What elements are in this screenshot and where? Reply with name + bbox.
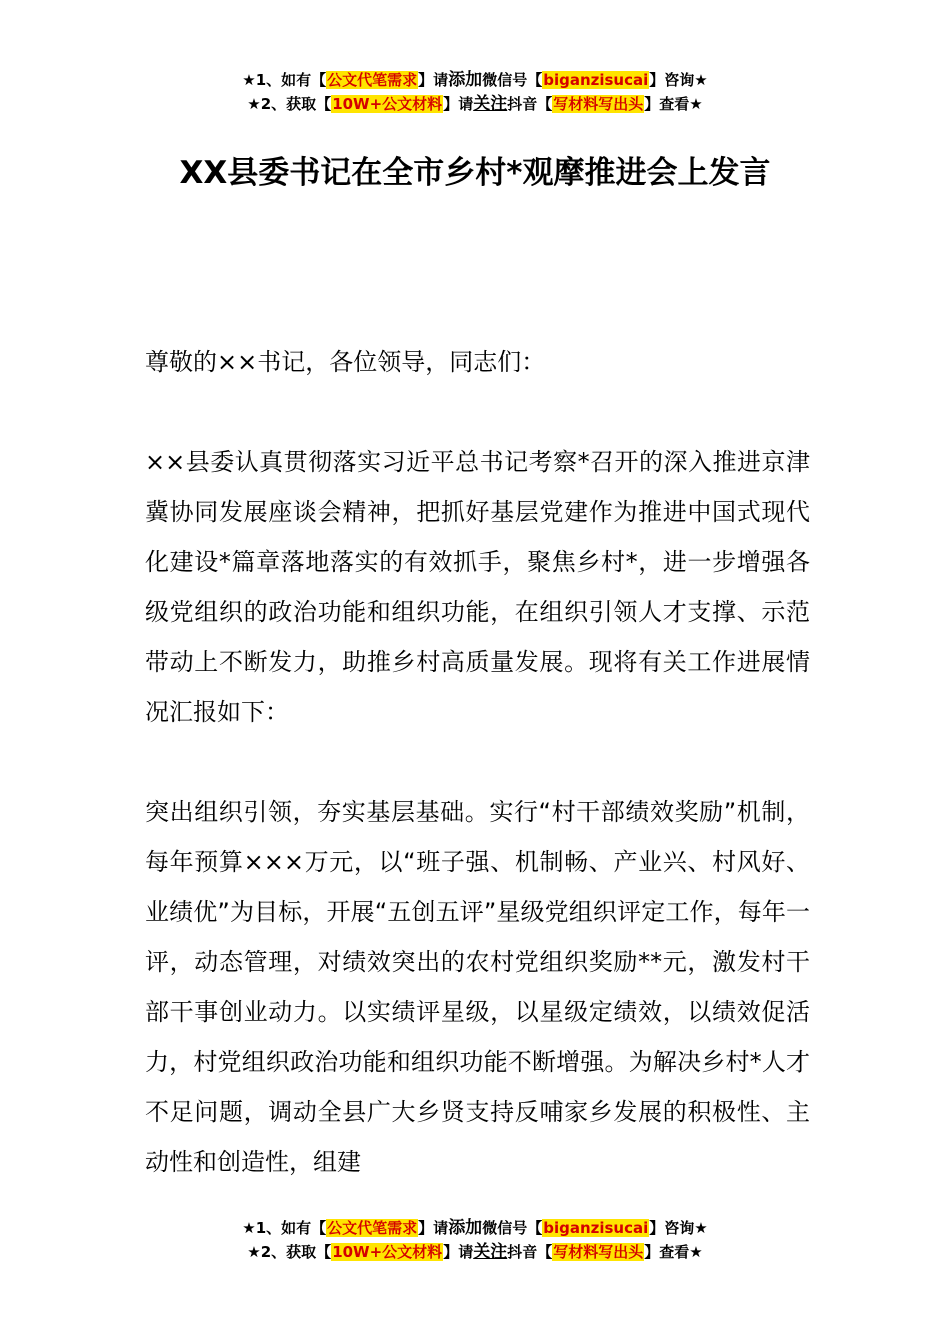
banner-emphasis: 添加 [448, 70, 483, 90]
star-icon: ★ [694, 71, 708, 89]
banner-text: 】咨询 [649, 71, 695, 89]
douyin-highlight: 写材料写出头 [553, 95, 644, 113]
banner-text: 2、获取【 [260, 1243, 332, 1261]
banner-text: 】请 [418, 1219, 449, 1237]
banner-text: 】咨询 [649, 1219, 695, 1237]
bottom-banner [0, 1216, 950, 1264]
banner-text: 抖音【 [507, 1243, 553, 1261]
star-icon: ★ [247, 1243, 261, 1261]
star-icon: ★ [689, 1243, 703, 1261]
star-icon: ★ [694, 1219, 708, 1237]
banner-text: 】请 [418, 71, 449, 89]
paragraph-intro: ××县委认真贯彻落实习近平总书记考察*召开的深入推进京津冀协同发展座谈会精神，把抓好基层党建作为推进中国式现代化建设*篇章落地落实的有效抓手，聚焦乡村*，进一步增强各级党组织的政治功能和组织功能，在组织引领人才支撑、示范带动上不断发力，助推乡村高质量发展。现将有关工作进展情况汇报如下： [145, 448, 810, 726]
banner-text: 微信号【 [482, 71, 543, 89]
banner-highlight: 10W+公文材料 [332, 95, 443, 113]
banner-emphasis: 关注 [473, 1242, 508, 1262]
star-icon: ★ [247, 95, 261, 113]
star-icon: ★ [242, 1219, 256, 1237]
banner-line-1 [0, 1216, 950, 1240]
wechat-id-highlight: biganzisucai [543, 1219, 649, 1237]
salutation: 尊敬的××书记，各位领导，同志们： [145, 348, 546, 376]
banner-highlight: 公文代笔需求 [327, 71, 418, 89]
banner-text: 1、如有【 [255, 1219, 327, 1237]
banner-emphasis: 添加 [448, 1218, 483, 1238]
wechat-id-highlight: biganzisucai [543, 71, 649, 89]
banner-highlight: 公文代笔需求 [327, 1219, 418, 1237]
paragraph-organization: 突出组织引领，夯实基层基础。实行“村干部绩效奖励”机制，每年预算×××万元，以“班子强、机制畅、产业兴、村风好、业绩优”为目标，开展“五创五评”星级党组织评定工作，每年一评，动态管理，对绩效突出的农村党组织奖励**元，激发村干部干事创业动力。以实绩评星级，以星级定绩效，以绩效促活力，村党组织政治功能和组织功能不断增强。为解决乡村*人才不足问题，调动全县广大乡贤支持反哺家乡发展的积极性、主动性和创造性，组建 [145, 798, 810, 1176]
banner-emphasis: 关注 [473, 94, 508, 114]
banner-line-2 [0, 92, 950, 116]
banner-line-2 [0, 1240, 950, 1264]
document-body [145, 337, 810, 1187]
star-icon: ★ [689, 95, 703, 113]
document-title: XX县委书记在全市乡村*观摩推进会上发言 [179, 155, 771, 191]
banner-text: 微信号【 [482, 1219, 543, 1237]
banner-highlight: 10W+公文材料 [332, 1243, 443, 1261]
banner-text: 2、获取【 [260, 95, 332, 113]
douyin-highlight: 写材料写出头 [553, 1243, 644, 1261]
banner-text: 1、如有【 [255, 71, 327, 89]
banner-text: 】请 [443, 1243, 474, 1261]
star-icon: ★ [242, 71, 256, 89]
banner-text: 抖音【 [507, 95, 553, 113]
top-banner [0, 68, 950, 116]
banner-text: 】查看 [644, 95, 690, 113]
banner-line-1 [0, 68, 950, 92]
banner-text: 】查看 [644, 1243, 690, 1261]
banner-text: 】请 [443, 95, 474, 113]
